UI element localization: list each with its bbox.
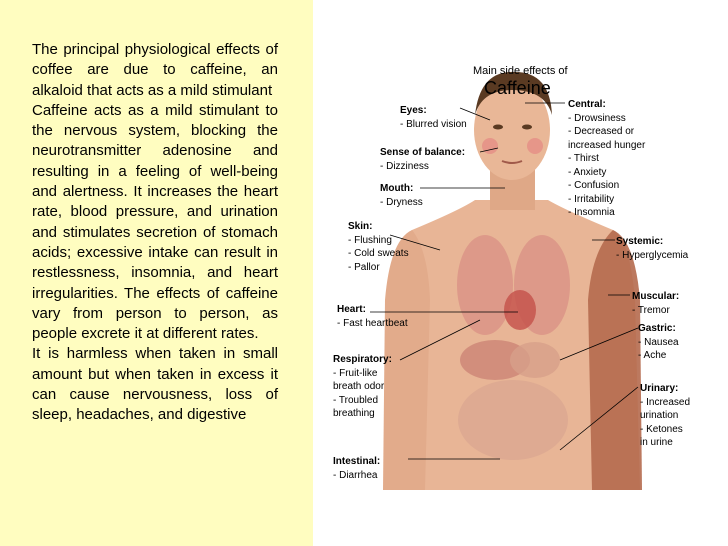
body-text (32, 40, 278, 426)
text-panel (0, 0, 313, 546)
label-systemic: Systemic: - Hyperglycemia (616, 236, 689, 261)
paragraph-2: Caffeine acts as a mild stimulant to the nervous system, blocking the neurotransmitter adenosine and resulting in a feeling of well-being and alertness. It increases the heart rate, blood pressure, and urination and stimulates secretion of stomach acids; excessive intake can result in restlessness, insomnia, and heart irregularities. The effects of caffeine vary from person to person, as people excrete it at different rates. (32, 101, 278, 343)
caffeine-side-effects-figure (330, 60, 728, 490)
figure-subtitle: Main side effects of (473, 65, 568, 77)
label-balance: Sense of balance: - Dizziness (380, 147, 466, 172)
label-central: Central: - Drowsiness - Decreased or increased hunger - Thirst - Anxiety - Confusion - Irritability - Insomnia (568, 99, 646, 218)
label-heart: Heart: - Fast heartbeat (337, 304, 408, 329)
label-mouth: Mouth: - Dryness (380, 183, 423, 208)
label-urinary: Urinary: - Increased urination - Ketones in urine (640, 383, 691, 448)
label-skin: Skin: - Flushing - Cold sweats - Pallor (348, 221, 409, 273)
label-gastric: Gastric: - Nausea - Ache (638, 323, 679, 361)
label-eyes: Eyes: - Blurred vision (400, 105, 467, 130)
paragraph-3: It is harmless when taken in small amount but when taken in excess it can cause nervousness, loss of sleep, headaches, and digestive (32, 345, 278, 424)
figure-title: Caffeine (484, 78, 551, 98)
label-intestinal: Intestinal: - Diarrhea (333, 456, 381, 481)
label-respiratory: Respiratory: - Fruit-like breath odor - Troubled breathing (333, 354, 392, 419)
label-muscular: Muscular: - Tremor (632, 291, 680, 316)
paragraph-1: The principal physiological effects of coffee are due to caffeine, an alkaloid that acts as a mild stimulant (32, 41, 278, 99)
